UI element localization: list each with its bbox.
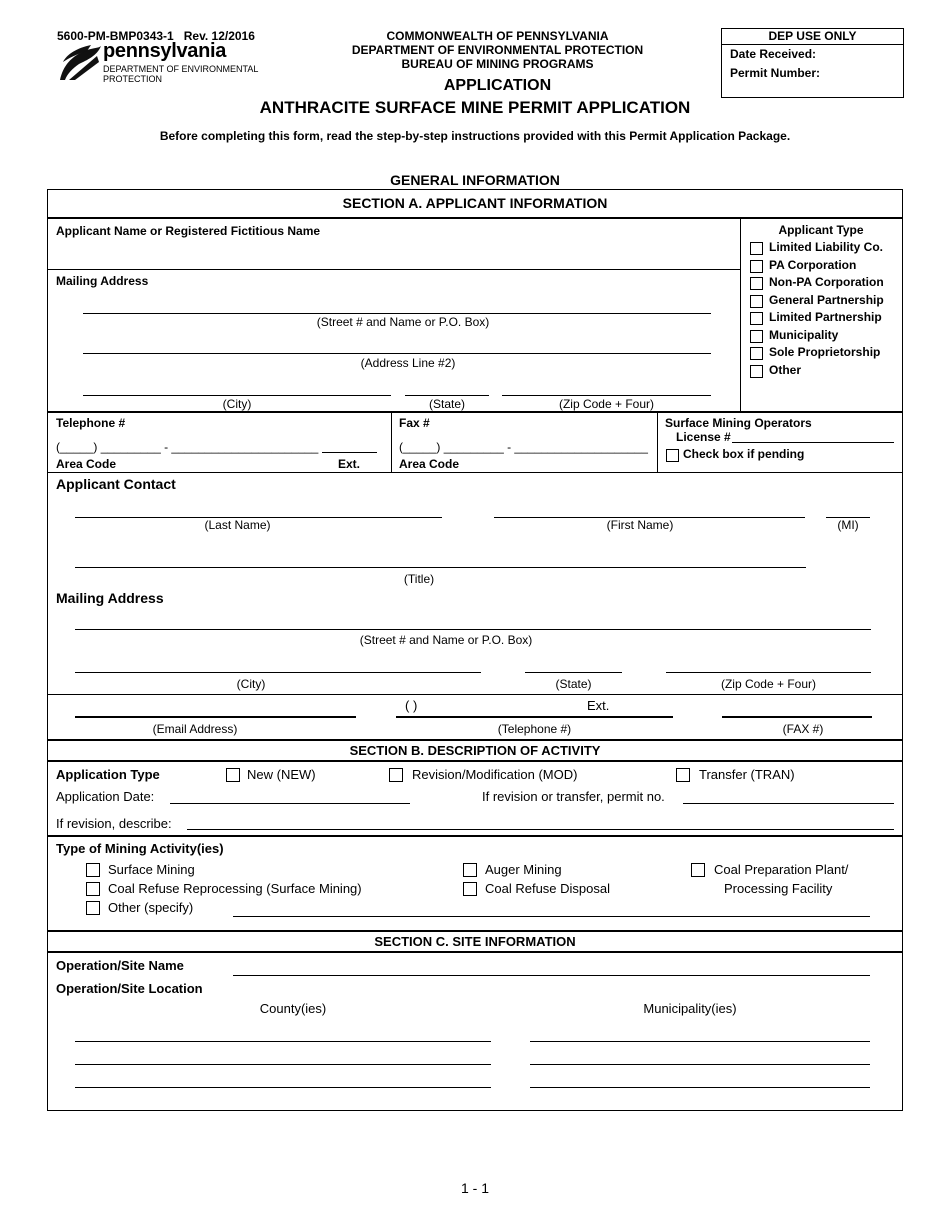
activity-surface-checkbox[interactable] xyxy=(86,863,100,877)
applicant-type-option[interactable]: Limited Partnership xyxy=(750,310,900,328)
license-pending-checkbox[interactable] xyxy=(666,449,679,462)
street-address-field[interactable] xyxy=(83,313,711,314)
applicant-contact-label: Applicant Contact xyxy=(56,476,176,492)
document-type: APPLICATION xyxy=(443,77,552,94)
fax-caption: (FAX #) xyxy=(782,722,824,736)
telephone-area-code: Area Code xyxy=(56,457,117,471)
state-caption: (State) xyxy=(428,397,465,411)
app-type-tran-label: Transfer (TRAN) xyxy=(699,767,795,782)
email-caption: (Email Address) xyxy=(152,722,238,736)
dep-box-title: DEP USE ONLY xyxy=(722,29,903,45)
activity-refuse-reprocessing-label: Coal Refuse Reprocessing (Surface Mining) xyxy=(108,881,362,896)
app-type-tran-checkbox[interactable] xyxy=(676,768,690,782)
section-c-title: SECTION C. SITE INFORMATION xyxy=(374,934,576,949)
contact-top-rule xyxy=(48,472,902,473)
document-title: ANTHRACITE SURFACE MINE PERMIT APPLICATION xyxy=(259,98,691,117)
first-name-caption: (First Name) xyxy=(606,518,674,532)
county-field[interactable] xyxy=(75,1064,491,1065)
applicant-type-checkbox[interactable] xyxy=(750,260,763,273)
activity-refuse-disposal-label: Coal Refuse Disposal xyxy=(485,881,611,896)
section-a-rule xyxy=(48,217,902,219)
smo-license-label: Surface Mining Operators xyxy=(665,416,812,430)
activity-auger-label: Auger Mining xyxy=(485,862,562,877)
contact-street-field[interactable] xyxy=(75,629,871,630)
pa-logo-mark-icon xyxy=(57,42,102,82)
applicant-type-checkbox[interactable] xyxy=(750,365,763,378)
activity-surface-label: Surface Mining xyxy=(108,862,195,877)
zip-field[interactable] xyxy=(502,395,711,396)
applicant-type-checkbox[interactable] xyxy=(750,312,763,325)
activity-other-field[interactable] xyxy=(233,916,870,917)
telephone-caption: (Telephone #) xyxy=(497,722,572,736)
applicant-name-field[interactable] xyxy=(48,269,740,270)
applicant-type-option[interactable]: General Partnership xyxy=(750,293,900,311)
city-field[interactable] xyxy=(83,395,391,396)
contact-zip-field[interactable] xyxy=(666,672,871,673)
applicant-type-checkbox[interactable] xyxy=(750,277,763,290)
contact-email-field[interactable] xyxy=(75,716,356,718)
activity-other-label: Other (specify) xyxy=(108,900,194,915)
general-information-heading: GENERAL INFORMATION xyxy=(390,172,560,188)
site-location-label: Operation/Site Location xyxy=(56,981,203,996)
section-b-title: SECTION B. DESCRIPTION OF ACTIVITY xyxy=(349,743,601,758)
contact-zip-caption: (Zip Code + Four) xyxy=(720,677,817,691)
contact-state-field[interactable] xyxy=(525,672,622,673)
applicant-type-title: Applicant Type xyxy=(778,223,864,237)
form-number: 5600-PM-BMP0343-1 Rev. 12/2016 xyxy=(57,29,255,43)
app-type-new-label: New (NEW) xyxy=(247,767,316,782)
contact-state-caption: (State) xyxy=(555,677,592,691)
site-name-field[interactable] xyxy=(233,975,870,976)
phone-row-top-rule xyxy=(48,411,902,413)
applicant-type-option[interactable]: Non-PA Corporation xyxy=(750,275,900,293)
mi-caption: (MI) xyxy=(837,518,859,532)
activity-other-checkbox[interactable] xyxy=(86,901,100,915)
logo-wordmark: pennsylvania xyxy=(103,40,227,62)
municipality-field[interactable] xyxy=(530,1064,870,1065)
contact-street-caption: (Street # and Name or P.O. Box) xyxy=(359,633,533,647)
app-type-mod-label: Revision/Modification (MOD) xyxy=(412,767,578,782)
activity-refuse-disposal-checkbox[interactable] xyxy=(463,882,477,896)
phone-fax-divider xyxy=(391,412,392,472)
last-name-caption: (Last Name) xyxy=(204,518,271,532)
app-type-mod-checkbox[interactable] xyxy=(389,768,403,782)
activity-prep-plant-checkbox[interactable] xyxy=(691,863,705,877)
applicant-type-option[interactable]: Municipality xyxy=(750,328,900,346)
contact-city-field[interactable] xyxy=(75,672,481,673)
application-type-label: Application Type xyxy=(56,767,160,782)
permit-no-field[interactable] xyxy=(683,803,894,804)
applicant-type-option[interactable]: PA Corporation xyxy=(750,258,900,276)
fax-area-code: Area Code xyxy=(399,457,460,471)
page-number: 1 - 1 xyxy=(460,1180,489,1196)
license-pending-label: Check box if pending xyxy=(683,447,805,461)
applicant-type-option[interactable]: Limited Liability Co. xyxy=(750,240,900,258)
instructions-note: Before completing this form, read the step-by-step instructions provided with this Permit Application Package. xyxy=(159,129,791,143)
activity-auger-checkbox[interactable] xyxy=(463,863,477,877)
telephone-ext-field[interactable] xyxy=(322,452,377,453)
fax-field[interactable]: (_____) _________ - ____________________ xyxy=(399,440,648,454)
address-line2-field[interactable] xyxy=(83,353,711,354)
county-field[interactable] xyxy=(75,1087,491,1088)
applicant-type-checkbox[interactable] xyxy=(750,242,763,255)
date-received-label: Date Received: xyxy=(730,47,817,61)
state-field[interactable] xyxy=(405,395,489,396)
fax-label: Fax # xyxy=(399,416,430,430)
revision-describe-field[interactable] xyxy=(187,829,894,830)
mining-activity-rule xyxy=(48,835,902,837)
applicant-type-checkbox[interactable] xyxy=(750,330,763,343)
telephone-field[interactable]: (_____) _________ - ______________________ xyxy=(56,440,319,454)
section-b-rule xyxy=(48,760,902,762)
contact-mailing-address-label: Mailing Address xyxy=(56,590,164,606)
smo-license-field[interactable] xyxy=(732,442,894,443)
city-caption: (City) xyxy=(222,397,252,411)
application-date-label: Application Date: xyxy=(56,789,155,804)
applicant-type-divider xyxy=(740,218,741,411)
contact-phone-area: ( ) xyxy=(405,698,418,713)
mailing-address-label: Mailing Address xyxy=(56,274,149,288)
title-caption: (Title) xyxy=(403,572,435,586)
app-type-new-checkbox[interactable] xyxy=(226,768,240,782)
telephone-ext-label: Ext. xyxy=(338,457,361,471)
permit-no-label: If revision or transfer, permit no. xyxy=(482,789,665,804)
section-b-top-rule xyxy=(48,739,902,741)
zip-caption: (Zip Code + Four) xyxy=(558,397,655,411)
section-c-rule xyxy=(48,951,902,953)
contact-email-rule xyxy=(48,694,902,695)
activity-prep-plant-label-line2: Processing Facility xyxy=(724,881,833,896)
application-date-field[interactable] xyxy=(170,803,410,804)
applicant-type-option[interactable]: Other xyxy=(750,363,900,381)
site-name-label: Operation/Site Name xyxy=(56,958,184,973)
applicant-name-label: Applicant Name or Registered Fictitious Name xyxy=(56,224,321,238)
mining-activity-label: Type of Mining Activity(ies) xyxy=(56,841,224,856)
street-caption: (Street # and Name or P.O. Box) xyxy=(316,315,490,329)
municipality-field[interactable] xyxy=(530,1087,870,1088)
applicant-type-checkbox[interactable] xyxy=(750,295,763,308)
municipality-field[interactable] xyxy=(530,1041,870,1042)
permit-number-label: Permit Number: xyxy=(730,66,821,80)
agency-heading: COMMONWEALTH OF PENNSYLVANIA DEPARTMENT OF ENVIRONMENTAL PROTECTION BUREAU OF MINING PROGRAMS xyxy=(351,29,644,71)
address-line2-caption: (Address Line #2) xyxy=(360,356,456,370)
revision-describe-label: If revision, describe: xyxy=(56,816,172,831)
logo-department: DEPARTMENT OF ENVIRONMENTAL PROTECTION xyxy=(103,64,259,84)
counties-label: County(ies) xyxy=(259,1001,327,1016)
applicant-type-list xyxy=(750,240,900,380)
activity-prep-plant-label: Coal Preparation Plant/ xyxy=(714,862,849,877)
section-c-top-rule xyxy=(48,930,902,932)
contact-fax-field[interactable] xyxy=(722,716,872,718)
fax-license-divider xyxy=(657,412,658,472)
section-a-title: SECTION A. APPLICANT INFORMATION xyxy=(342,195,608,211)
municipalities-label: Municipality(ies) xyxy=(643,1001,737,1016)
county-field[interactable] xyxy=(75,1041,491,1042)
contact-city-caption: (City) xyxy=(236,677,266,691)
contact-telephone-field[interactable] xyxy=(396,716,673,718)
contact-title-field[interactable] xyxy=(75,567,806,568)
contact-phone-ext-label: Ext. xyxy=(587,698,610,713)
telephone-label: Telephone # xyxy=(56,416,126,430)
dep-use-only-box xyxy=(721,28,904,98)
applicant-type-option[interactable]: Sole Proprietorship xyxy=(750,345,900,363)
activity-refuse-reprocessing-checkbox[interactable] xyxy=(86,882,100,896)
smo-license-number-label: License # xyxy=(676,430,731,444)
applicant-type-checkbox[interactable] xyxy=(750,347,763,360)
